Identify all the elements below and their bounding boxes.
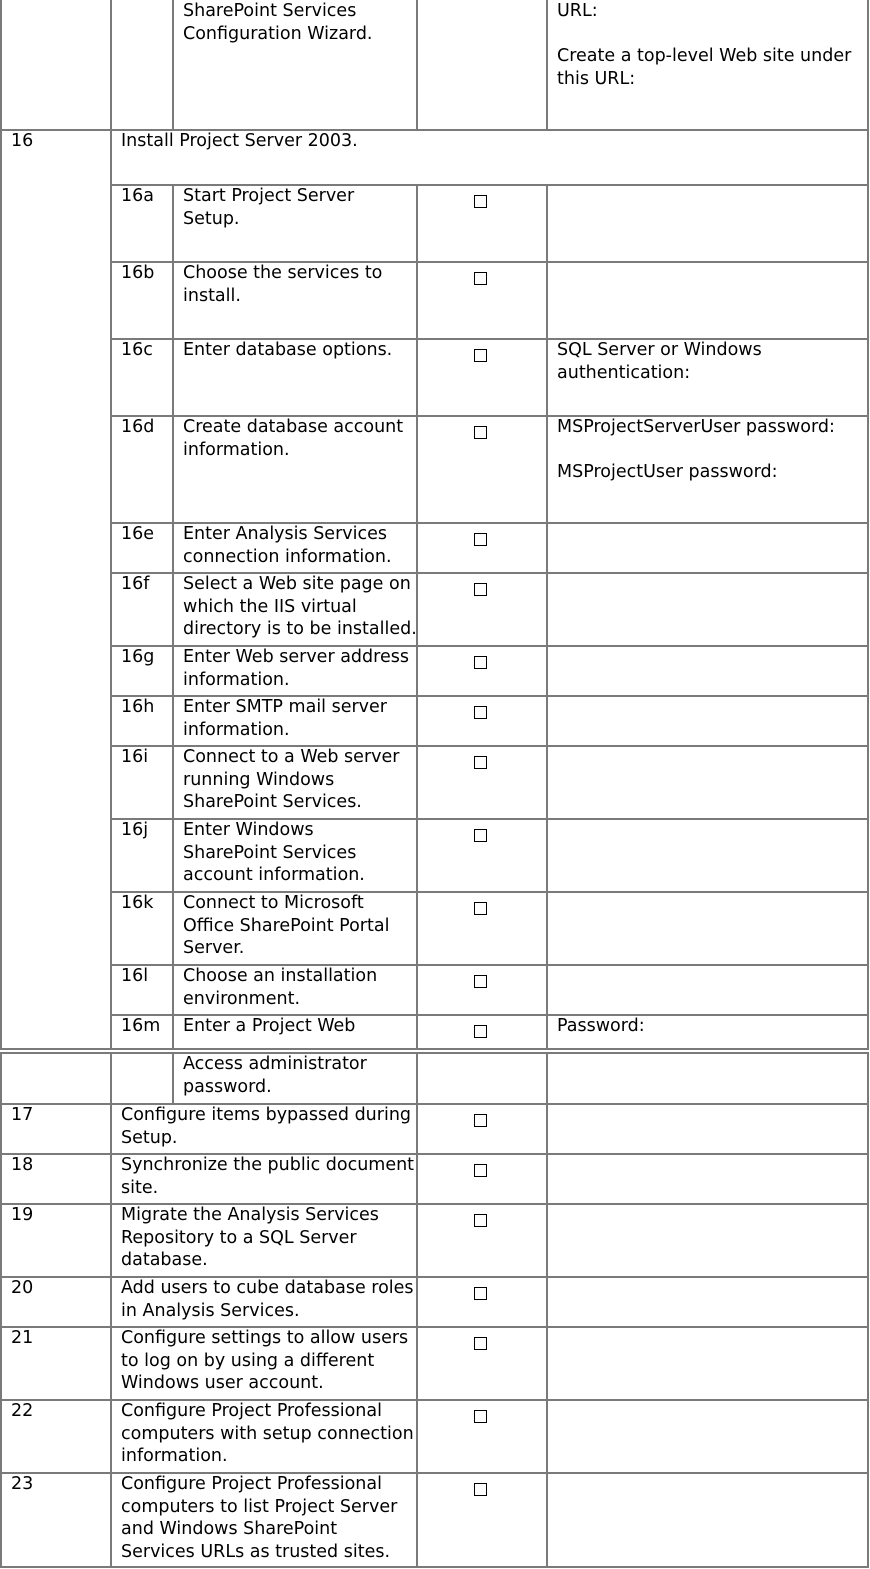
task-description: Synchronize the public document	[121, 1155, 415, 1175]
task-description: account information.	[183, 865, 365, 885]
step-number: 16b	[121, 263, 155, 283]
completion-checkbox[interactable]	[474, 902, 487, 915]
column-divider	[416, 184, 418, 1050]
completion-checkbox[interactable]	[474, 349, 487, 362]
completion-checkbox[interactable]	[474, 1114, 487, 1127]
completion-checkbox[interactable]	[474, 1287, 487, 1300]
item-number: 22	[11, 1401, 34, 1421]
table-right-border	[867, 1052, 869, 1567]
column-divider	[546, 184, 548, 1050]
task-description: to log on by using a different	[121, 1350, 375, 1371]
task-description: Windows user account.	[121, 1373, 324, 1393]
task-description: Choose the services to	[183, 263, 383, 283]
step-number: 16a	[121, 186, 154, 206]
task-description: Setup.	[183, 208, 240, 229]
task-description: Configure items bypassed during	[121, 1105, 412, 1125]
notes-text: MSProjectUser password:	[557, 462, 778, 482]
column-divider	[110, 0, 112, 1050]
completion-checkbox[interactable]	[474, 1164, 487, 1177]
notes-text: MSProjectServerUser password:	[557, 417, 835, 437]
step-number: 16i	[121, 747, 149, 767]
task-description: Enter Windows	[183, 820, 314, 840]
task-description: Server.	[183, 938, 245, 958]
task-description: Configure Project Professional	[121, 1401, 382, 1421]
table-left-border	[0, 0, 2, 1050]
task-description: database.	[121, 1250, 208, 1270]
step-number: 16k	[121, 893, 154, 913]
notes-text: this URL:	[557, 68, 636, 89]
task-description: running Windows	[183, 769, 335, 790]
completion-checkbox[interactable]	[474, 829, 487, 842]
task-description: information.	[183, 439, 290, 460]
item-number: 18	[11, 1155, 34, 1175]
task-description: Install Project Server 2003.	[121, 131, 358, 151]
table-bottom-border	[0, 1566, 869, 1568]
task-description: Enter database options.	[183, 340, 393, 360]
table-right-border	[867, 0, 869, 1050]
column-divider	[110, 1052, 112, 1567]
task-description: SharePoint Services	[183, 842, 357, 863]
step-number: 16l	[121, 966, 149, 986]
completion-checkbox[interactable]	[474, 195, 487, 208]
task-description: Access administrator	[183, 1054, 367, 1074]
task-description: and Windows SharePoint	[121, 1519, 338, 1539]
task-description: Configure Project Professional	[121, 1474, 382, 1494]
row-divider	[0, 1052, 869, 1054]
task-description: Configure settings to allow users	[121, 1328, 409, 1348]
task-description: directory is to be installed.	[183, 619, 417, 639]
task-description: SharePoint Services.	[183, 792, 362, 812]
completion-checkbox[interactable]	[474, 756, 487, 769]
task-description: which the IIS virtual	[183, 596, 357, 617]
task-description: Configuration Wizard.	[183, 23, 373, 44]
task-description: Connect to Microsoft	[183, 893, 364, 913]
completion-checkbox[interactable]	[474, 706, 487, 719]
item-number: 21	[11, 1328, 34, 1348]
column-divider	[546, 0, 548, 129]
task-description: Create database account	[183, 417, 404, 437]
notes-text: Create a top-level Web site under	[557, 46, 852, 66]
task-description: in Analysis Services.	[121, 1300, 300, 1321]
task-description: information.	[183, 669, 290, 690]
step-number: 16m	[121, 1016, 161, 1036]
completion-checkbox[interactable]	[474, 1025, 487, 1038]
notes-text: SQL Server or Windows	[557, 340, 762, 360]
task-description: Services URLs as trusted sites.	[121, 1541, 391, 1562]
item-number: 19	[11, 1205, 34, 1225]
task-description: install.	[183, 285, 241, 306]
task-description: Choose an installation	[183, 966, 378, 986]
table-left-border	[0, 1052, 2, 1567]
task-description: Office SharePoint Portal	[183, 915, 390, 936]
completion-checkbox[interactable]	[474, 975, 487, 988]
item-number: 20	[11, 1278, 34, 1298]
step-number: 16f	[121, 574, 150, 594]
step-number: 16g	[121, 647, 155, 667]
task-description: Start Project Server	[183, 186, 355, 206]
item-number: 17	[11, 1105, 34, 1125]
task-description: Add users to cube database roles	[121, 1278, 414, 1298]
task-description: Enter Web server address	[183, 647, 409, 667]
step-number: 16h	[121, 697, 155, 717]
step-number: 16c	[121, 340, 153, 360]
task-description: Enter a Project Web	[183, 1016, 356, 1036]
task-description: Migrate the Analysis Services	[121, 1205, 379, 1225]
task-description: information.	[183, 719, 290, 740]
task-description: Select a Web site page on	[183, 574, 411, 594]
column-divider	[416, 1052, 418, 1567]
task-description: information.	[121, 1446, 228, 1466]
task-description: password.	[183, 1076, 272, 1097]
step-number: 16d	[121, 417, 155, 437]
task-description: Setup.	[121, 1127, 178, 1148]
column-divider	[172, 1052, 174, 1103]
step-number: 16e	[121, 524, 155, 544]
task-description: connection information.	[183, 546, 392, 567]
task-description: site.	[121, 1177, 159, 1198]
task-description: Enter Analysis Services	[183, 524, 387, 544]
notes-text: URL:	[557, 1, 598, 21]
column-divider	[546, 1052, 548, 1567]
task-description: Enter SMTP mail server	[183, 697, 388, 717]
notes-text: authentication:	[557, 362, 691, 383]
column-divider	[172, 0, 174, 129]
completion-checkbox[interactable]	[474, 656, 487, 669]
column-divider	[416, 0, 418, 129]
completion-checkbox[interactable]	[474, 1410, 487, 1423]
task-description: computers to list Project Server	[121, 1496, 398, 1517]
task-description: Connect to a Web server	[183, 747, 400, 767]
page-break-divider	[0, 1048, 869, 1050]
completion-checkbox[interactable]	[474, 272, 487, 285]
item-number: 16	[11, 131, 34, 151]
notes-text: Password:	[557, 1016, 645, 1036]
completion-checkbox[interactable]	[474, 1337, 487, 1350]
task-description: environment.	[183, 988, 301, 1009]
completion-checkbox[interactable]	[474, 1483, 487, 1496]
completion-checkbox[interactable]	[474, 533, 487, 546]
task-description: SharePoint Services	[183, 1, 357, 21]
task-description: Repository to a SQL Server	[121, 1227, 357, 1248]
item-number: 23	[11, 1474, 34, 1494]
task-description: computers with setup connection	[121, 1423, 414, 1444]
completion-checkbox[interactable]	[474, 426, 487, 439]
completion-checkbox[interactable]	[474, 1214, 487, 1227]
step-number: 16j	[121, 820, 149, 840]
completion-checkbox[interactable]	[474, 583, 487, 596]
column-divider	[172, 184, 174, 1050]
